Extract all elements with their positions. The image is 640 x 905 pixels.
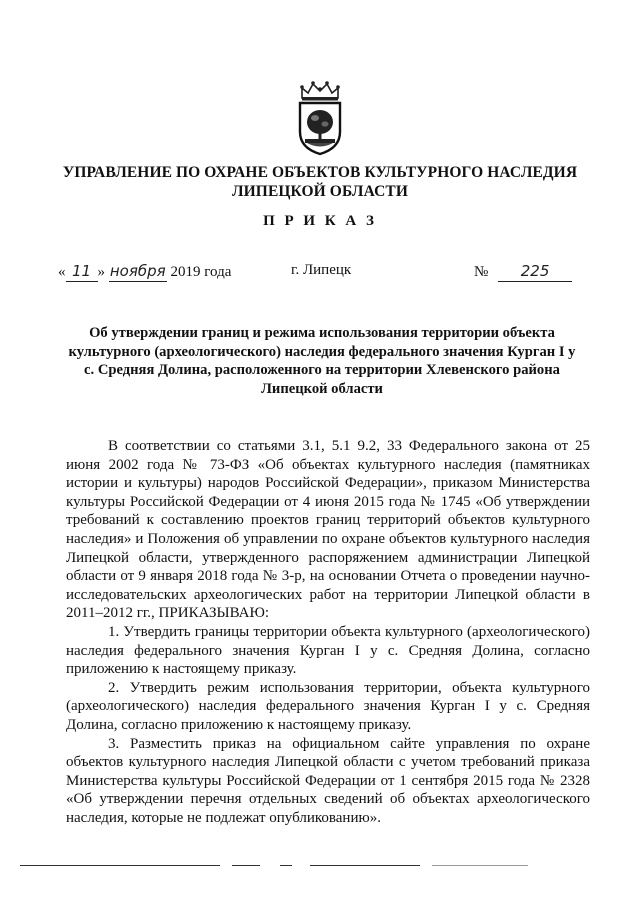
org-title-line1: УПРАВЛЕНИЕ ПО ОХРАНЕ ОБЪЕКТОВ КУЛЬТУРНОГО НАСЛЕДИЯ — [62, 164, 578, 181]
order-item-2: 2. Утвердить режим использования территории, объекта культурного (археологического) наследия федерального значения Курган I у с. Средняя Долина, согласно приложению к настоящему приказу. — [66, 679, 590, 733]
bottom-rule-segment — [310, 865, 420, 866]
subject-line2: культурного (археологического) наследия федерального значения Курган I у — [68, 343, 576, 360]
order-number — [474, 262, 572, 286]
bottom-rule-segment — [280, 865, 292, 866]
order-item-1: 1. Утвердить границы территории объекта культурного (археологического) наследия федерального значения Курган I у с. Средняя Долина, согласно приложению к настоящему приказу. — [66, 623, 590, 678]
subject-line3: с. Средняя Долина, расположенного на территории Хлевенского района — [84, 362, 560, 378]
date-year: 2019 года — [170, 264, 232, 280]
organization-title — [60, 163, 580, 201]
order-city: г. Липецк — [291, 262, 352, 278]
order-date — [58, 262, 231, 286]
order-subject — [68, 324, 576, 398]
number-field — [498, 262, 572, 282]
order-item-3: 3. Разместить приказ на официальном сайте управления по охране объектов культурного наследия Липецкой области с учетом требований приказа Министерства культуры Российской Федерации от 1 сентября 2015 года № 2328 «Об утверждении перечня отдельных сведений об объектах археологического наследия, которые не подлежат опубликованию». — [66, 735, 590, 826]
date-month-field — [109, 262, 167, 282]
date-month-value: ноября — [109, 262, 166, 280]
bottom-rule-segment — [432, 865, 528, 866]
number-sign: № — [474, 264, 489, 280]
date-quote-close: » — [97, 264, 105, 280]
bottom-rule-segment — [232, 865, 260, 866]
order-body — [66, 437, 590, 827]
order-title: П Р И К А З — [263, 213, 377, 229]
date-day-value: 11 — [71, 262, 92, 280]
subject-line4: Липецкой области — [261, 380, 383, 397]
coat-of-arms-emblem — [294, 80, 346, 156]
preamble-paragraph: В соответствии со статьями 3.1, 5.1 9.2, 33 Федерального закона от 25 июня 2002 года № 73-ФЗ «Об объектах культурного наследия (памятниках истории и культуры) народов Российской Федерации», приказом Министерства культуры Российской Федерации от 4 июня 2015 года № 1745 «Об утверждении требований к составлению проектов границ территорий объектов культурного наследия» и Положения об управлении по охране объектов культурного наследия Липецкой области, утвержденного распоряжением администрации Липецкой области от 9 января 2018 года № 3-р, на основании Отчета о проведении научно-исследовательских археологических работ на территории Липецкой области в 2011–2012 гг., ПРИКАЗЫВАЮ: — [66, 438, 590, 622]
bottom-rule-segment — [20, 865, 220, 866]
date-quote-open: « — [58, 264, 66, 280]
subject-line1: Об утверждении границ и режима использования территории объекта — [89, 325, 555, 341]
date-day-field — [66, 262, 98, 282]
number-value: 225 — [520, 262, 550, 280]
org-title-line2: ЛИПЕЦКОЙ ОБЛАСТИ — [232, 183, 408, 200]
